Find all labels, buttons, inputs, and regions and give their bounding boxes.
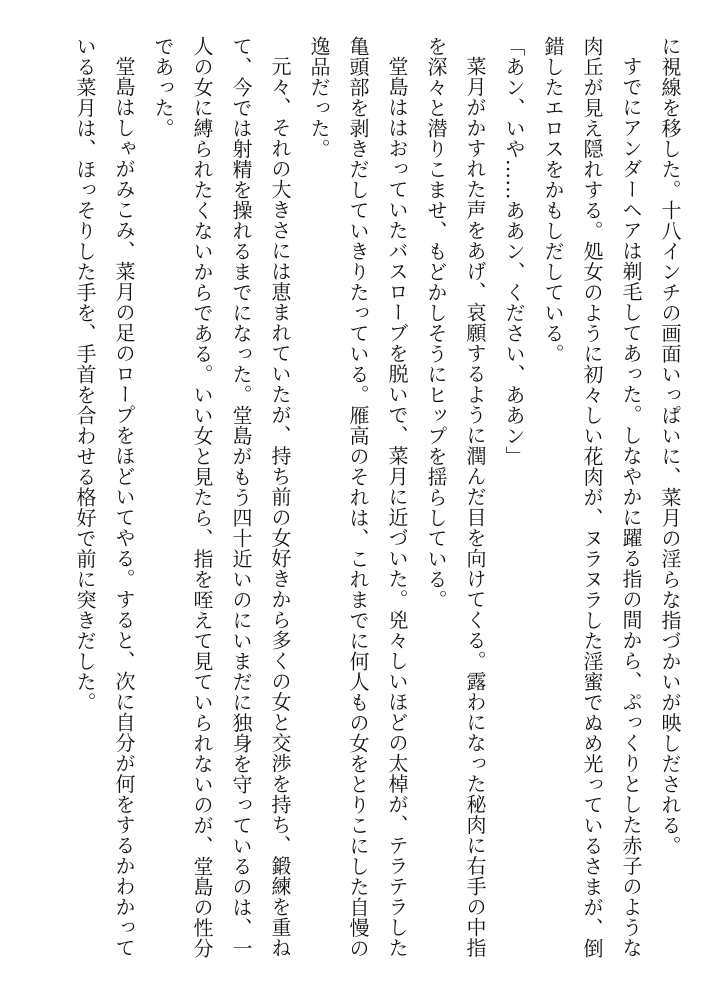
vertical-text-body bbox=[9, 36, 689, 976]
paragraph: 菜月がかすれた声をあげ、哀願するように潤んだ目を向けてくる。露わになった秘肉に右手の中指を深々と潜りこませ、もどかしそうにヒップを揺らしている。 bbox=[424, 36, 487, 958]
paragraph: 堂島はしゃがみこみ、菜月の足のロープをほどいてやる。すると、次に自分が何をするかわかっている菜月は、ほっそりした手を、手首を合わせる格好で前に突きだした。 bbox=[73, 36, 136, 958]
paragraph: すでにアンダーヘアは剃毛してあった。しなやかに躍る指の間から、ぷっくりとした赤子のような肉丘が見え隠れする。処女のように初々しい花肉が、ヌラヌラした淫蜜でぬめ光っているさまが、倒錯したエロスをかもしだしている。 bbox=[541, 36, 643, 959]
paragraph: に視線を移した。十八インチの画面いっぱいに、菜月の淫らな指づかいが映しだされる。 bbox=[658, 36, 682, 856]
paragraph: 堂島ははおっていたバスローブを脱いで、菜月に近づいた。兇々しいほどの太棹が、テラテラした亀頭部を剥きだしていきりたっている。雁高のそれは、これまでに何人もの女をとりこにした自慢の逸品だった。 bbox=[307, 36, 409, 959]
paragraph: 元々、それの大きさには恵まれていたが、持ち前の女好きから多くの女と交渉を持ち、鍛練を重ねて、今では射精を操れるまでになった。堂島がもう四十近いのにいまだに独身を守っているのは、一人の女に縛られたくないからである。いい女と見たら、指を咥えて見ていられないのが、堂島の性分であった。 bbox=[151, 36, 292, 959]
dialogue-line: 「あン、いや……ああン、ください、ああン」 bbox=[502, 36, 526, 467]
